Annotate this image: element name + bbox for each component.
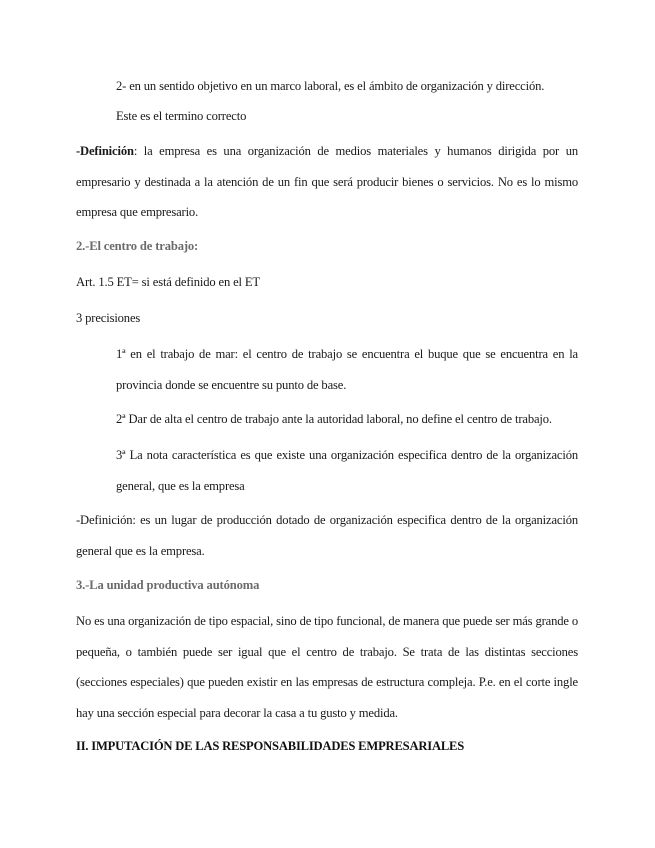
- paragraph-objective-sense: 2- en un sentido objetivo en un marco laboral, es el ámbito de organización y dirección.: [116, 79, 545, 93]
- heading-imputacion: II. IMPUTACIÓN DE LAS RESPONSABILIDADES EMPRESARIALES: [76, 739, 465, 753]
- list-item-precision-1: 1ª en el trabajo de mar: el centro de trabajo se encuentra el buque que se encuentra en la provincia donde se encuentre su punto de base.: [116, 347, 578, 392]
- paragraph-article: Art. 1.5 ET= si está definido en el ET: [76, 275, 260, 289]
- heading-centro-trabajo: 2.-El centro de trabajo:: [76, 239, 199, 253]
- definition-label: -Definición: [76, 144, 134, 158]
- paragraph-definition-centro: -Definición: es un lugar de producción dotado de organización especifica dentro de la organización general que es la empresa.: [76, 513, 578, 558]
- paragraph-precisiones: 3 precisiones: [76, 311, 141, 325]
- heading-unidad-productiva: 3.-La unidad productiva autónoma: [76, 578, 260, 592]
- list-item-precision-3: 3ª La nota característica es que existe una organización especifica dentro de la organización general, que es la empresa: [116, 448, 578, 493]
- paragraph-unidad-productiva: No es una organización de tipo espacial, sino de tipo funcional, de manera que puede ser más grande o pequeña, o también puede ser igual que el centro de trabajo. Se trata de las distintas secciones (secciones especiales) que pueden existir en las empresas de estructura compleja. P.e. en el corte ingle hay una sección especial para decorar la casa a tu gusto y medida.: [76, 614, 578, 720]
- definition-text: : la empresa es una organización de medios materiales y humanos dirigida por un empresario y destinada a la atención de un fin que será producir bienes o servicios. No es lo mismo empresa que empresario.: [76, 144, 578, 219]
- paragraph-definition-empresa: [76, 136, 578, 228]
- paragraph-correct-term: Este es el termino correcto: [116, 109, 247, 123]
- list-item-precision-2: 2ª Dar de alta el centro de trabajo ante la autoridad laboral, no define el centro de trabajo.: [116, 412, 552, 426]
